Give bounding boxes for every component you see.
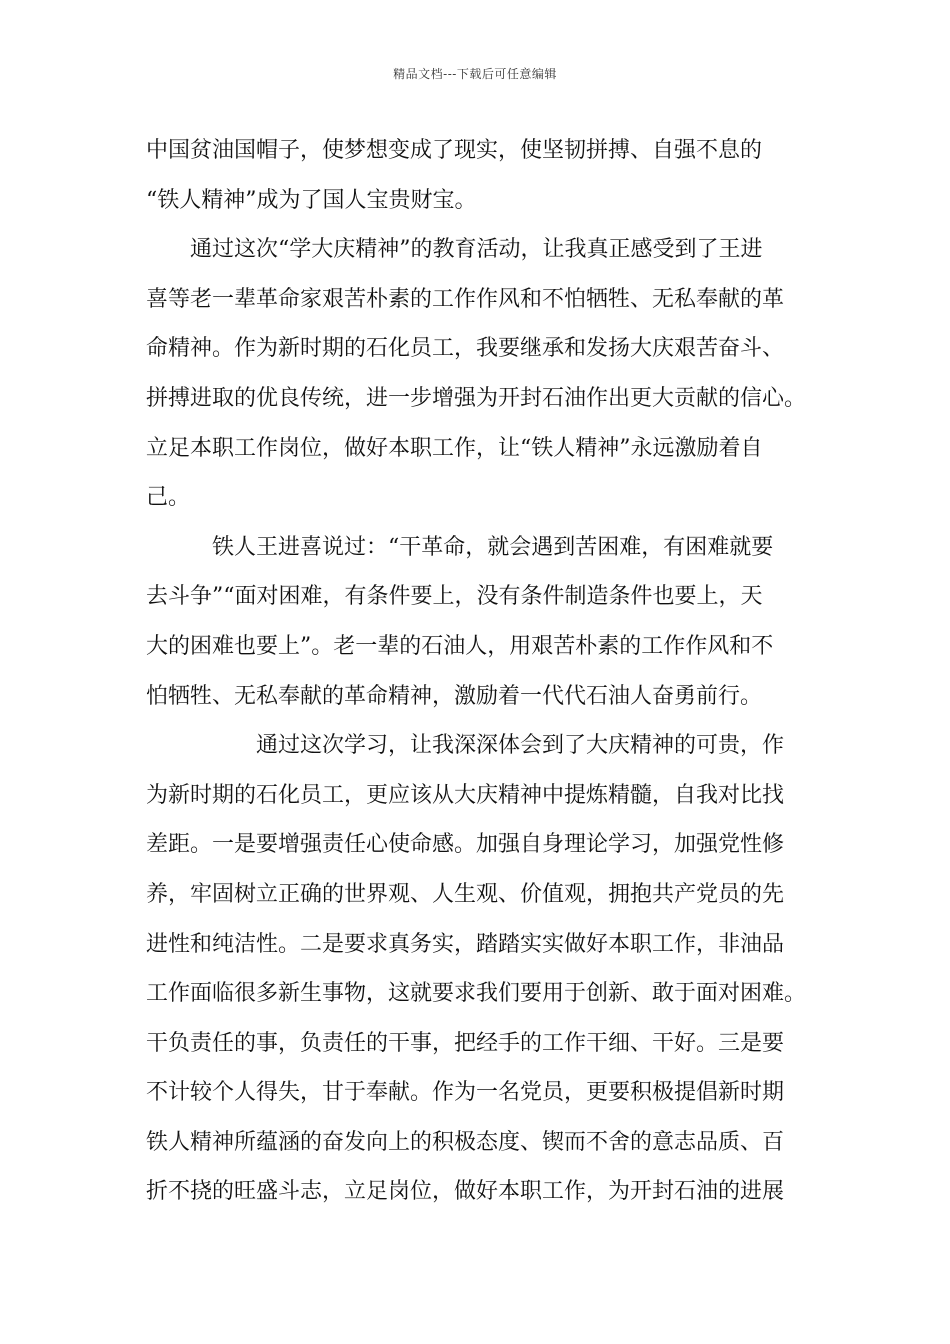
document-body bbox=[146, 126, 838, 1217]
text-line: 差距。一是要增强责任心使命感。加强自身理论学习，加强党性修 bbox=[146, 832, 785, 858]
text-line: 拼搏进取的优良传统，进一步增强为开封石油作出更大贡献的信心。 bbox=[146, 385, 807, 411]
text-line: 中国贫油国帽子，使梦想变成了现实，使坚韧拼搏、自强不息的 bbox=[146, 138, 763, 163]
text-line: 命精神。作为新时期的石化员工，我要继承和发扬大庆艰苦奋斗、 bbox=[146, 336, 785, 362]
text-line: “铁人精神”成为了国人宝贵财宝。 bbox=[146, 187, 477, 213]
page-header: 精品文档---下载后可任意编辑 bbox=[393, 67, 557, 81]
text-line: 通过这次学习，让我深深体会到了大庆精神的可贵，作 bbox=[256, 733, 785, 759]
text-line: 不计较个人得失，甘于奉献。作为一名党员，更要积极提倡新时期 bbox=[146, 1080, 785, 1106]
text-line: 怕牺牲、无私奉献的革命精神，激励着一代代石油人奋勇前行。 bbox=[146, 683, 763, 709]
text-line: 养，牢固树立正确的世界观、人生观、价值观，拥抱共产党员的先 bbox=[146, 881, 785, 907]
paragraph-3 bbox=[146, 523, 838, 721]
paragraph-1 bbox=[146, 126, 838, 225]
text-line: 干负责任的事，负责任的干事，把经手的工作干细、干好。三是要 bbox=[146, 1030, 785, 1056]
text-line: 铁人精神所蕴涵的奋发向上的积极态度、锲而不舍的意志品质、百 bbox=[146, 1129, 785, 1155]
text-line: 己。 bbox=[146, 485, 191, 511]
paragraph-4 bbox=[146, 721, 838, 1217]
text-line: 通过这次“学大庆精神”的教育活动，让我真正感受到了王进 bbox=[190, 237, 763, 263]
text-line: 为新时期的石化员工，更应该从大庆精神中提炼精髓，自我对比找 bbox=[146, 782, 785, 808]
text-line: 折不挠的旺盛斗志，立足岗位，做好本职工作，为开封石油的进展 bbox=[146, 1179, 785, 1205]
text-line: 大的困难也要上”。老一辈的石油人，用艰苦朴素的工作作风和不 bbox=[146, 633, 774, 659]
text-line: 去斗争”“面对困难，有条件要上，没有条件制造条件也要上，天 bbox=[146, 584, 763, 610]
text-line: 喜等老一辈革命家艰苦朴素的工作作风和不怕牺牲、无私奉献的革 bbox=[146, 286, 785, 312]
text-line: 工作面临很多新生事物，这就要求我们要用于创新、敢于面对困难。 bbox=[146, 981, 807, 1007]
text-line: 立足本职工作岗位，做好本职工作，让“铁人精神”永远激励着自 bbox=[146, 435, 763, 461]
text-line: 铁人王进喜说过：“干革命，就会遇到苦困难，有困难就要 bbox=[212, 534, 774, 560]
paragraph-2 bbox=[146, 225, 838, 523]
text-line: 进性和纯洁性。二是要求真务实，踏踏实实做好本职工作，非油品 bbox=[146, 931, 785, 957]
